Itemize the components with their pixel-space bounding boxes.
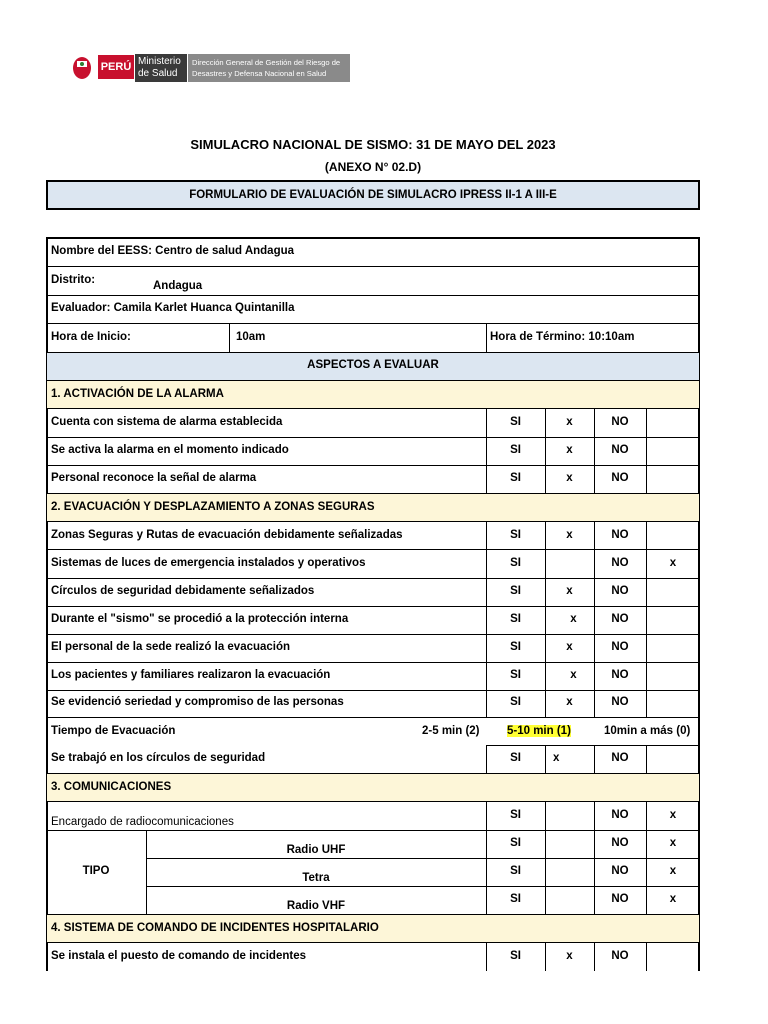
no-mark: x (669, 557, 677, 569)
si-mark: x (566, 696, 573, 708)
tiempo-option-3: 10min a más (0) (604, 725, 691, 737)
item-label: Personal reconoce la señal de alarma (51, 472, 257, 484)
no-label: NO (611, 696, 629, 708)
form-title: FORMULARIO DE EVALUACIÓN DE SIMULACRO IPRESS II-1 A III-E (189, 189, 557, 201)
si-mark: x (566, 416, 573, 428)
item-label: Zonas Seguras y Rutas de evacuación debidamente señalizadas (51, 529, 403, 541)
tiempo-option-2-selected: 5-10 min (1) (507, 725, 571, 737)
peru-shield-icon (68, 53, 96, 81)
item-label: Se evidenció seriedad y compromiso de las personas (51, 696, 344, 708)
si-label: SI (510, 837, 521, 849)
encargado-label: Encargado de radiocomunicaciones (51, 816, 234, 828)
si-label: SI (510, 752, 521, 764)
distrito-value: Andagua (153, 280, 203, 292)
item-label: Se trabajó en los círculos de seguridad (51, 752, 266, 764)
si-label: SI (510, 472, 521, 484)
item-label: El personal de la sede realizó la evacuación (51, 641, 291, 653)
si-label: SI (510, 444, 521, 456)
section-2-title: 2. EVACUACIÓN Y DESPLAZAMIENTO A ZONAS SEGURAS (51, 501, 375, 513)
si-mark: x (570, 669, 577, 681)
si-mark: x (566, 950, 573, 962)
tipo-label: TIPO (82, 865, 110, 877)
si-label: SI (510, 416, 521, 428)
page-title: SIMULACRO NACIONAL DE SISMO: 31 DE MAYO DEL 2023 (190, 137, 556, 152)
no-label: NO (611, 893, 629, 905)
si-mark: x (566, 585, 573, 597)
si-label: SI (510, 865, 521, 877)
item-label: Se activa la alarma en el momento indicado (51, 444, 289, 456)
si-label: SI (510, 641, 521, 653)
tiempo-option-1: 2-5 min (2) (422, 725, 480, 737)
no-mark: x (669, 893, 677, 905)
si-label: SI (510, 950, 521, 962)
hora-inicio-label: Hora de Inicio: (51, 331, 131, 343)
si-label: SI (510, 557, 521, 569)
no-mark: x (669, 809, 677, 821)
section-3-title: 3. COMUNICACIONES (51, 781, 172, 793)
aspects-header: ASPECTOS A EVALUAR (307, 359, 439, 371)
no-label: NO (611, 865, 629, 877)
form-title-box (46, 180, 700, 210)
peru-label: PERÚ (98, 55, 134, 79)
si-label: SI (510, 585, 521, 597)
no-label: NO (611, 669, 629, 681)
si-label: SI (510, 613, 521, 625)
item-label: Los pacientes y familiares realizaron la evacuación (51, 669, 331, 681)
si-mark: x (570, 613, 577, 625)
directorate-label: Dirección General de Gestión del Riesgo de Desastres y Defensa Nacional en Salud (188, 54, 350, 82)
si-label: SI (510, 696, 521, 708)
tiempo-evacuacion-label: Tiempo de Evacuación (51, 725, 176, 737)
si-mark: x (553, 752, 560, 764)
hora-inicio-value: 10am (236, 331, 266, 343)
evaluador: Evaluador: Camila Karlet Huanca Quintanilla (51, 302, 295, 314)
si-mark: x (566, 529, 573, 541)
eess-name: Nombre del EESS: Centro de salud Andagua (51, 245, 295, 257)
no-label: NO (611, 529, 629, 541)
section-4-title: 4. SISTEMA DE COMANDO DE INCIDENTES HOSPITALARIO (51, 922, 379, 934)
evaluation-table (46, 237, 700, 971)
si-label: SI (510, 809, 521, 821)
hora-termino: Hora de Término: 10:10am (490, 331, 635, 343)
no-mark: x (669, 865, 677, 877)
item-label: Se instala el puesto de comando de incidentes (51, 950, 306, 962)
distrito-label: Distrito: (51, 274, 96, 286)
no-label: NO (611, 837, 629, 849)
no-mark: x (669, 837, 677, 849)
ministry-label: Ministerio de Salud (135, 54, 187, 82)
radio-type-label: Radio UHF (286, 844, 346, 856)
no-label: NO (611, 585, 629, 597)
si-mark: x (566, 444, 573, 456)
si-mark: x (566, 472, 573, 484)
si-label: SI (510, 893, 521, 905)
no-label: NO (611, 950, 629, 962)
no-label: NO (611, 444, 629, 456)
no-label: NO (611, 472, 629, 484)
no-label: NO (611, 809, 629, 821)
no-label: NO (611, 557, 629, 569)
item-label: Sistemas de luces de emergencia instalados y operativos (51, 557, 366, 569)
minsa-logo (68, 51, 350, 83)
section-1-title: 1. ACTIVACIÓN DE LA ALARMA (51, 388, 224, 400)
item-label: Cuenta con sistema de alarma establecida (51, 416, 283, 428)
no-label: NO (611, 641, 629, 653)
no-label: NO (611, 613, 629, 625)
radio-type-label: Radio VHF (286, 900, 346, 912)
no-label: NO (611, 752, 629, 764)
radio-type-label: Tetra (302, 872, 330, 884)
no-label: NO (611, 416, 629, 428)
si-label: SI (510, 669, 521, 681)
si-label: SI (510, 529, 521, 541)
si-mark: x (566, 641, 573, 653)
annex-label: (ANEXO N° 02.D) (324, 160, 422, 174)
item-label: Durante el "sismo" se procedió a la protección interna (51, 613, 349, 625)
item-label: Círculos de seguridad debidamente señalizados (51, 585, 315, 597)
